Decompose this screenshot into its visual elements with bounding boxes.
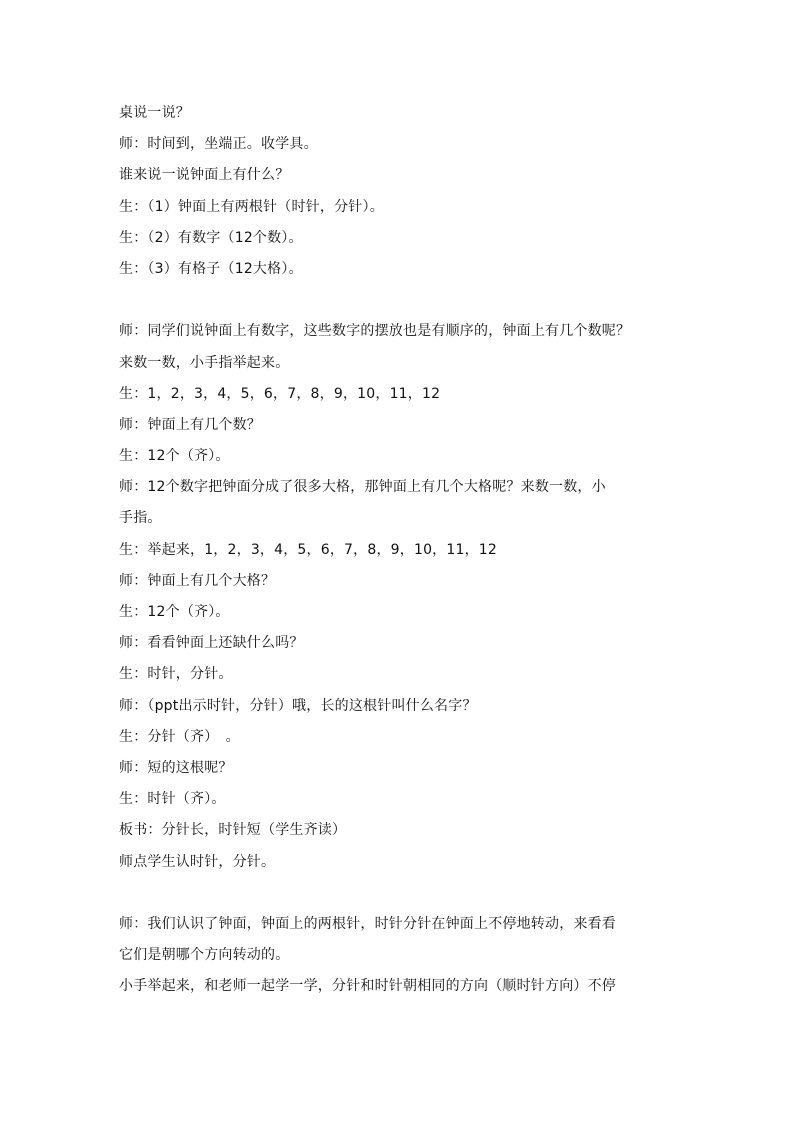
text-line: 生：1，2，3，4，5，6，7，8，9，10，11，12 [119, 385, 441, 402]
text-line: 师：时间到，坐端正。收学具。 [119, 136, 318, 153]
text-line: 生：分针（齐） 。 [119, 728, 240, 745]
text-line: 生：时针（齐）。 [119, 791, 226, 808]
paragraph-gap [119, 285, 679, 316]
paragraph-gap [119, 878, 679, 909]
text-line: 板书：分针长，时针短（学生齐读） [119, 822, 347, 839]
text-line: 生：（1）钟面上有两根针（时针，分针）。 [119, 198, 384, 215]
text-line: 小手举起来，和老师一起学一学，分针和时针朝相同的方向（顺时针方向）不停 [119, 978, 616, 995]
text-line: 手指。 [119, 510, 162, 527]
text-line: 来数一数，小手指举起来。 [119, 354, 290, 371]
text-line: 生：12个（齐）。 [119, 448, 230, 465]
text-line: 谁来说一说钟面上有什么？ [119, 167, 290, 184]
text-line: 生：时针，分针。 [119, 666, 233, 683]
text-line: 师：（ppt出示时针，分针）哦，长的这根针叫什么名字？ [119, 697, 477, 714]
text-line: 师：12个数字把钟面分成了很多大格，那钟面上有几个大格呢？来数一数，小 [119, 479, 606, 496]
text-line: 师：同学们说钟面上有数字，这些数字的摆放也是有顺序的，钟面上有几个数呢？ [119, 323, 631, 340]
text-line: 师：短的这根呢？ [119, 759, 233, 776]
text-line: 生：举起来，1，2，3，4，5，6，7，8，9，10，11，12 [119, 541, 498, 558]
text-line: 生：（3）有格子（12大格）。 [119, 260, 303, 277]
text-line: 桌说一说？ [119, 105, 190, 121]
lesson-transcript [119, 98, 679, 1002]
text-line: 生：12个（齐）。 [119, 604, 230, 620]
text-line: 师：钟面上有几个数？ [119, 416, 261, 433]
text-line: 师：钟面上有几个大格？ [119, 572, 276, 589]
text-line: 它们是朝哪个方向转动的。 [119, 947, 290, 964]
text-line: 师：我们认识了钟面，钟面上的两根针，时针分针在钟面上不停地转动，来看看 [119, 915, 616, 932]
text-line: 师点学生认时针，分针。 [119, 853, 276, 870]
text-line: 师：看看钟面上还缺什么吗？ [119, 635, 304, 652]
text-line: 生：（2）有数字（12个数）。 [119, 229, 303, 246]
